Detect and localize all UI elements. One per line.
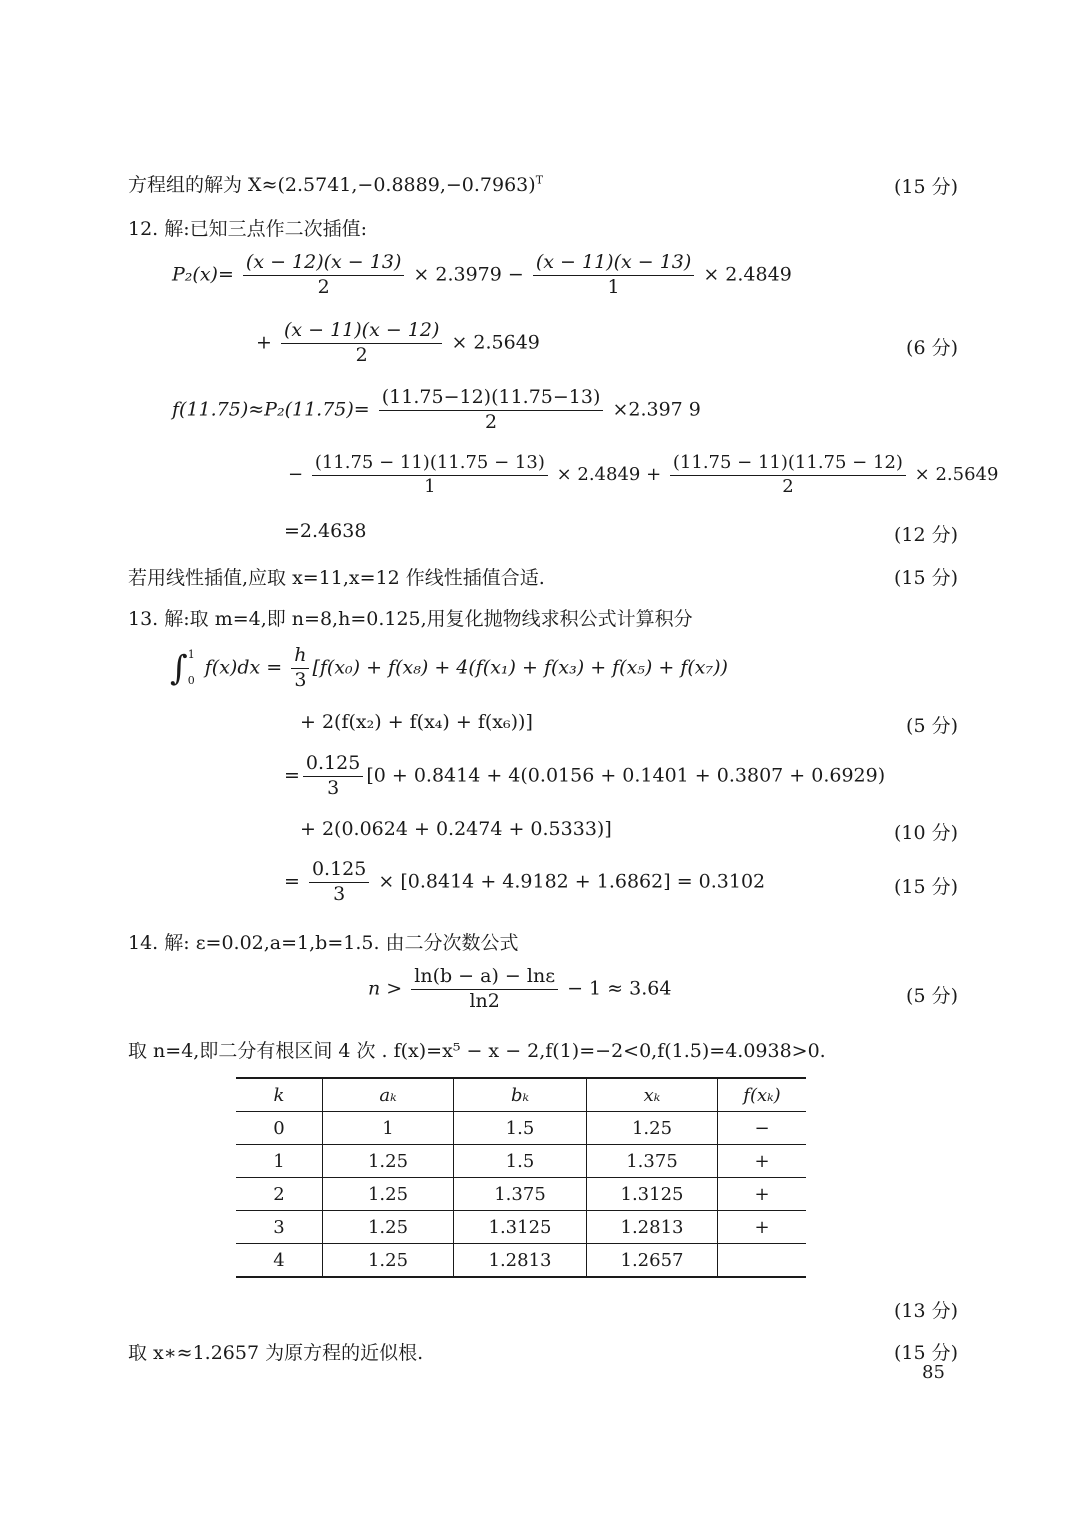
column-header: aₖ xyxy=(323,1078,454,1112)
n-lhs: n > xyxy=(368,977,403,1000)
table-cell: 1.25 xyxy=(323,1244,454,1278)
denominator: 1 xyxy=(607,275,620,298)
operator: = xyxy=(284,870,300,893)
fraction xyxy=(303,753,363,800)
q13-heading: 13. 解:取 m=4,即 n=8,h=0.125,用复化抛物线求积公式计算积分 xyxy=(128,608,693,630)
fraction xyxy=(533,252,694,299)
table-cell: 0 xyxy=(236,1112,323,1145)
table-row xyxy=(236,1112,806,1145)
table-cell: 1.3125 xyxy=(454,1211,587,1244)
table-cell: − xyxy=(718,1112,807,1145)
numerator: 0.125 xyxy=(303,753,363,777)
score-label: (15 分) xyxy=(893,876,958,898)
score-label: (15 分) xyxy=(893,1342,958,1364)
denominator: 3 xyxy=(333,882,346,905)
integral-line3 xyxy=(284,753,885,800)
table-cell: 1 xyxy=(323,1112,454,1145)
numerator: (11.75−12)(11.75−13) xyxy=(379,387,604,411)
integral-sign: ∫ xyxy=(170,648,188,689)
fraction xyxy=(281,320,442,367)
bisection-setup: 取 n=4,即二分有根区间 4 次 . f(x)=x⁵ − x − 2,f(1)=−2<0,f(1.5)=4.0938>0. xyxy=(128,1040,826,1062)
table-cell: 1.25 xyxy=(323,1145,454,1178)
numerator: (x − 12)(x − 13) xyxy=(243,252,404,276)
table-cell: 1.3125 xyxy=(587,1178,718,1211)
operator: + xyxy=(256,331,272,354)
denominator: ln2 xyxy=(469,989,500,1012)
f-eval-result: =2.4638 xyxy=(284,520,367,542)
table-row xyxy=(236,1178,806,1211)
integral-line1 xyxy=(170,645,728,692)
fraction xyxy=(411,966,558,1013)
simpson-terms: [f(x₀) + f(x₈) + 4(f(x₁) + f(x₃) + f(x₅) + f(x₇)) xyxy=(312,656,728,679)
table-cell: 4 xyxy=(236,1244,323,1278)
table-cell: 1.25 xyxy=(323,1211,454,1244)
coefficient: × 2.5649 xyxy=(914,464,999,486)
table-row xyxy=(236,1211,806,1244)
p2-formula-line2 xyxy=(256,320,540,367)
score-label: (5 分) xyxy=(906,985,958,1007)
denominator: 2 xyxy=(485,410,498,433)
transpose-mark: T xyxy=(535,173,544,187)
denominator: 3 xyxy=(327,776,340,799)
score-label: (5 分) xyxy=(906,715,958,737)
integral-result: × [0.8414 + 4.9182 + 1.6862] = 0.3102 xyxy=(378,870,766,893)
coefficient: × 2.3979 − xyxy=(413,263,524,286)
coefficient: × 2.4849 xyxy=(703,263,792,286)
score-label: (15 分) xyxy=(893,176,958,198)
numerator: h xyxy=(291,645,309,669)
table-cell: 1.5 xyxy=(454,1145,587,1178)
numerator: (x − 11)(x − 13) xyxy=(533,252,694,276)
denominator: 2 xyxy=(782,475,794,497)
table-cell xyxy=(718,1244,807,1278)
integral-lower: 0 xyxy=(187,674,195,688)
table-header-row xyxy=(236,1078,806,1112)
table-cell: + xyxy=(718,1145,807,1178)
solution-text: 方程组的解为 X≈(2.5741,−0.8889,−0.7963) xyxy=(128,174,536,196)
bisection-count-formula xyxy=(368,966,671,1013)
operator: = xyxy=(284,764,300,787)
denominator: 3 xyxy=(294,668,307,691)
p2-lhs: P₂(x)= xyxy=(172,263,234,286)
f-eval-lhs: f(11.75)≈P₂(11.75)= xyxy=(172,398,370,421)
numerator: (11.75 − 11)(11.75 − 13) xyxy=(312,453,548,476)
score-label: (12 分) xyxy=(893,524,958,546)
integral-line2: + 2(f(x₂) + f(x₄) + f(x₆))] xyxy=(300,711,533,733)
fraction xyxy=(670,453,906,497)
integral-line5 xyxy=(284,859,765,906)
n-result: − 1 ≈ 3.64 xyxy=(567,977,672,1000)
score-label: (15 分) xyxy=(893,567,958,589)
integral-limits xyxy=(188,648,195,688)
numerator: (x − 11)(x − 12) xyxy=(281,320,442,344)
bisection-table xyxy=(236,1077,806,1278)
column-header: f(xₖ) xyxy=(718,1078,807,1112)
column-header: bₖ xyxy=(454,1078,587,1112)
table-row xyxy=(236,1244,806,1278)
fraction xyxy=(291,645,309,692)
table-cell: 1.375 xyxy=(454,1178,587,1211)
integral-line4: + 2(0.0624 + 0.2474 + 0.5333)] xyxy=(300,818,612,840)
coefficient: ×2.397 9 xyxy=(612,398,701,421)
numeric-terms: [0 + 0.8414 + 4(0.0156 + 0.1401 + 0.3807 + 0.6929) xyxy=(366,764,886,787)
coefficient: × 2.4849 + xyxy=(556,464,662,486)
table-cell: 3 xyxy=(236,1211,323,1244)
numerator: 0.125 xyxy=(309,859,369,883)
integrand: f(x)dx = xyxy=(204,656,283,679)
table-cell: 1 xyxy=(236,1145,323,1178)
score-label: (13 分) xyxy=(893,1300,958,1322)
f-eval-line1 xyxy=(172,387,701,434)
operator: − xyxy=(288,464,304,486)
p2-formula-line1 xyxy=(172,252,792,299)
score-label: (6 分) xyxy=(906,337,958,359)
table-cell: 1.25 xyxy=(323,1178,454,1211)
fraction xyxy=(312,453,548,497)
table-cell: 1.25 xyxy=(587,1112,718,1145)
numerator: (11.75 − 11)(11.75 − 12) xyxy=(670,453,906,476)
column-header: k xyxy=(236,1078,323,1112)
q12-heading: 12. 解:已知三点作二次插值: xyxy=(128,218,368,240)
final-answer: 取 x∗≈1.2657 为原方程的近似根. xyxy=(128,1342,424,1364)
f-eval-line2 xyxy=(288,453,998,497)
denominator: 1 xyxy=(424,475,436,497)
denominator: 2 xyxy=(355,343,368,366)
page-number: 85 xyxy=(922,1362,945,1383)
table-cell: 1.375 xyxy=(587,1145,718,1178)
denominator: 2 xyxy=(317,275,330,298)
table-cell: 2 xyxy=(236,1178,323,1211)
table-cell: + xyxy=(718,1178,807,1211)
score-label: (10 分) xyxy=(893,822,958,844)
table-row xyxy=(236,1145,806,1178)
fraction xyxy=(379,387,604,434)
coefficient: × 2.5649 xyxy=(451,331,540,354)
table-cell: + xyxy=(718,1211,807,1244)
table-cell: 1.2813 xyxy=(454,1244,587,1278)
table-cell: 1.5 xyxy=(454,1112,587,1145)
column-header: xₖ xyxy=(587,1078,718,1112)
numerator: ln(b − a) − lnε xyxy=(411,966,558,990)
table-cell: 1.2813 xyxy=(587,1211,718,1244)
table-cell: 1.2657 xyxy=(587,1244,718,1278)
linear-interp-note: 若用线性插值,应取 x=11,x=12 作线性插值合适. xyxy=(128,567,545,589)
solution-line xyxy=(128,170,543,197)
integral-upper: 1 xyxy=(187,648,195,662)
q14-heading: 14. 解: ε=0.02,a=1,b=1.5. 由二分次数公式 xyxy=(128,932,519,954)
fraction xyxy=(243,252,404,299)
fraction xyxy=(309,859,369,906)
